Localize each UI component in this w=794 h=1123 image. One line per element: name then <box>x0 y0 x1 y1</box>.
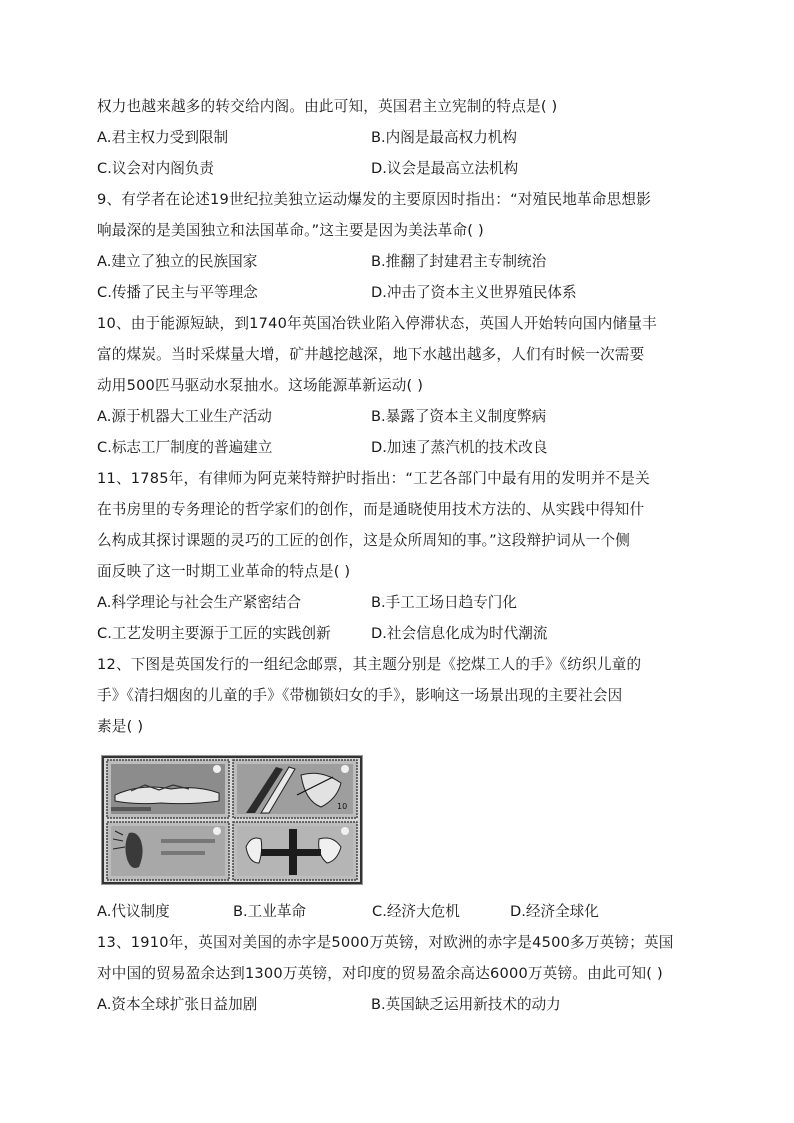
q11-stem-line-3: 么构成其探讨课题的灵巧的工匠的创作，这是众所周知的事。”这段辩护词从一个侧 <box>97 532 631 549</box>
q13-stem-line-2: 对中国的贸易盈余达到1300万英镑，对印度的贸易盈余高达6000万英镑。由此可知( ) <box>97 965 663 982</box>
q12-option-b[interactable]: B.工业革命 <box>233 903 307 920</box>
q10-option-c[interactable]: C.标志工厂制度的普遍建立 <box>97 439 273 456</box>
q13-option-a[interactable]: A.资本全球扩张日益加剧 <box>97 996 258 1013</box>
q8-stem-line: 权力也越来越多的转交给内阁。由此可知，英国君主立宪制的特点是( ) <box>97 98 558 115</box>
q10-option-d[interactable]: D.加速了蒸汽机的技术改良 <box>371 439 548 456</box>
q10-option-b[interactable]: B.暴露了资本主义制度弊病 <box>371 408 547 425</box>
q9-option-b[interactable]: B.推翻了封建君主专制统治 <box>371 253 547 270</box>
q11-option-c[interactable]: C.工艺发明主要源于工匠的实践创新 <box>97 625 331 642</box>
q8-option-b[interactable]: B.内阁是最高权力机构 <box>371 129 517 146</box>
stamp-chained-woman-hand <box>233 822 357 880</box>
q8-option-a[interactable]: A.君主权力受到限制 <box>97 129 229 146</box>
q9-option-a[interactable]: A.建立了独立的民族国家 <box>97 253 258 270</box>
q10-stem-line-2: 富的煤炭。当时采煤量大增，矿井越挖越深，地下水越出越多，人们有时候一次需要 <box>97 346 645 363</box>
stamps-image <box>101 755 363 885</box>
q12-option-c[interactable]: C.经济大危机 <box>372 903 460 920</box>
q11-stem-line-2: 在书房里的专务理论的哲学家们的创作，而是通晓使用技术方法的、从实践中得知什 <box>97 501 645 518</box>
q11-option-b[interactable]: B.手工工场日趋专门化 <box>371 594 517 611</box>
q9-option-d[interactable]: D.冲击了资本主义世界殖民体系 <box>371 284 577 301</box>
q9-option-c[interactable]: C.传播了民主与平等理念 <box>97 284 258 301</box>
q11-stem-line-1: 11、1785年，有律师为阿克莱特辩护时指出：“工艺各部门中最有用的发明并不是关 <box>97 470 650 487</box>
q10-stem-line-1: 10、由于能源短缺，到1740年英国冶铁业陷入停滞状态，英国人开始转向国内储量丰 <box>97 315 657 332</box>
stamp-value: 10 <box>337 802 348 811</box>
stamp-chimney-sweep-hand <box>107 822 229 880</box>
q11-stem-line-4: 面反映了这一时期工业革命的特点是( ) <box>97 563 351 580</box>
q12-option-a[interactable]: A.代议制度 <box>97 903 170 920</box>
q13-option-b[interactable]: B.英国缺乏运用新技术的动力 <box>371 996 561 1013</box>
q12-option-d[interactable]: D.经济全球化 <box>510 903 599 920</box>
q8-option-d[interactable]: D.议会是最高立法机构 <box>371 160 519 177</box>
q12-stem-line-1: 12、下图是英国发行的一组纪念邮票，其主题分别是《挖煤工人的手》《纺织儿童的 <box>97 656 642 673</box>
q12-stem-line-3: 素是( ) <box>97 718 144 735</box>
q8-option-c[interactable]: C.议会对内阁负责 <box>97 160 214 177</box>
q10-option-a[interactable]: A.源于机器大工业生产活动 <box>97 408 272 425</box>
q11-option-a[interactable]: A.科学理论与社会生产紧密结合 <box>97 594 302 611</box>
q9-stem-line-1: 9、有学者在论述19世纪拉美独立运动爆发的主要原因时指出：“对殖民地革命思想影 <box>97 191 651 208</box>
stamp-coal-miner-hand <box>107 760 229 818</box>
q12-stem-line-2: 手》《清扫烟囱的儿童的手》《带枷锁妇女的手》，影响这一场景出现的主要社会因 <box>97 687 623 704</box>
q11-option-d[interactable]: D.社会信息化成为时代潮流 <box>371 625 548 642</box>
q13-stem-line-1: 13、1910年，英国对美国的赤字是5000万英镑，对欧洲的赤字是4500多万英镑；英国 <box>97 934 674 951</box>
stamp-textile-child-hand <box>233 760 357 818</box>
q10-stem-line-3: 动用500匹马驱动水泵抽水。这场能源革新运动( ) <box>97 377 424 394</box>
q9-stem-line-2: 响最深的是美国独立和法国革命。”这主要是因为美法革命( ) <box>97 222 484 239</box>
